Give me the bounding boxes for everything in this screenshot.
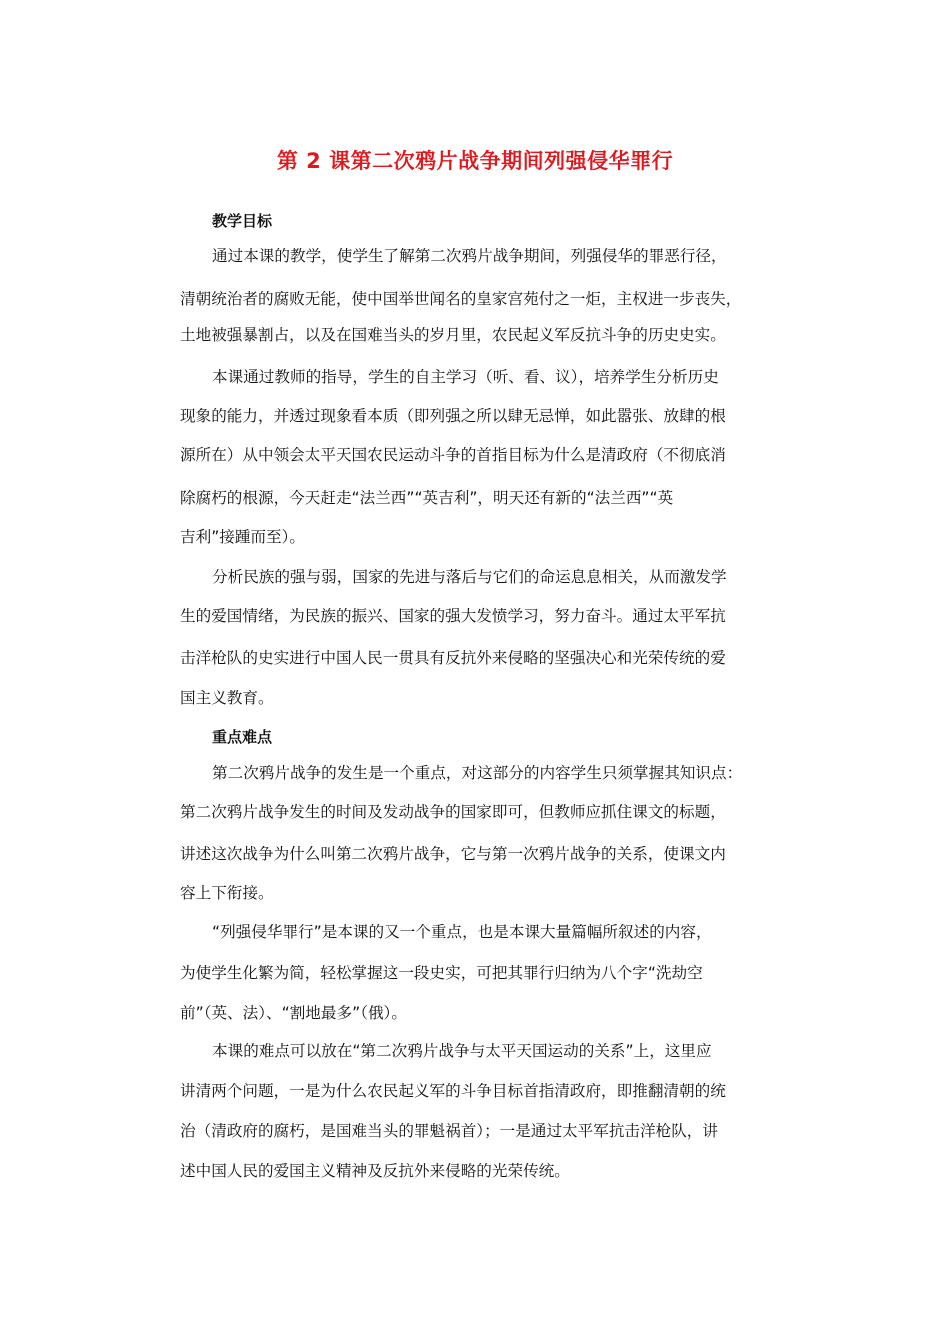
heading-key-points: 重点难点	[212, 728, 273, 746]
paragraph-line: 讲清两个问题，一是为什么农民起义军的斗争目标首指清政府，即推翻清朝的统	[180, 1082, 726, 1100]
paragraph-line: 第二次鸦片战争发生的时间及发动战争的国家即可，但教师应抓住课文的标题，	[180, 803, 726, 821]
paragraph-line: 清朝统治者的腐败无能，使中国举世闻名的皇家宫苑付之一炬，主权进一步丧失，	[180, 290, 742, 308]
paragraph-line: 通过本课的教学，使学生了解第二次鸦片战争期间，列强侵华的罪恶行径，	[212, 247, 727, 265]
paragraph-line: 容上下衔接。	[180, 884, 274, 902]
paragraph-line: 前”（英、法）、“割地最多”（俄）。	[180, 1004, 407, 1022]
paragraph-line: 第二次鸦片战争的发生是一个重点，对这部分的内容学生只须掌握其知识点：	[212, 764, 743, 782]
paragraph-line: 击洋枪队的史实进行中国人民一贯具有反抗外来侵略的坚强决心和光荣传统的爱	[180, 649, 726, 667]
page-title: 第 2 课第二次鸦片战争期间列强侵华罪行	[276, 149, 674, 173]
paragraph-line: 国主义教育。	[180, 689, 274, 707]
paragraph-line: 除腐朽的根源，今天赶走“法兰西”“英吉利”，明天还有新的“法兰西”“英	[180, 489, 674, 507]
paragraph-line: 治（清政府的腐朽，是国难当头的罪魁祸首）；一是通过太平军抗击洋枪队，讲	[180, 1122, 718, 1140]
paragraph-line: 土地被强暴割占，以及在国难当头的岁月里，农民起义军反抗斗争的历史史实。	[180, 326, 726, 344]
heading-objectives: 教学目标	[212, 212, 273, 230]
paragraph-line: 讲述这次战争为什么叫第二次鸦片战争，它与第一次鸦片战争的关系，使课文内	[180, 845, 726, 863]
paragraph-line: 分析民族的强与弱，国家的先进与落后与它们的命运息息相关，从而激发学	[212, 568, 727, 586]
paragraph-line: 为使学生化繁为简，轻松掌握这一段史实，可把其罪行归纳为八个字“洗劫空	[180, 964, 703, 982]
paragraph-line: 本课的难点可以放在“第二次鸦片战争与太平天国运动的关系”上，这里应	[212, 1042, 712, 1060]
paragraph-line: 源所在）从中领会太平天国农民运动斗争的首指目标为什么是清政府（不彻底消	[180, 446, 726, 464]
paragraph-line: “列强侵华罪行”是本课的又一个重点，也是本课大量篇幅所叙述的内容，	[212, 923, 712, 941]
paragraph-line: 本课通过教师的指导，学生的自主学习（听、看、议），培养学生分析历史	[212, 368, 719, 386]
paragraph-line: 述中国人民的爱国主义精神及反抗外来侵略的光荣传统。	[180, 1162, 570, 1180]
paragraph-line: 生的爱国情绪，为民族的振兴、国家的强大发愤学习，努力奋斗。通过太平军抗	[180, 607, 726, 625]
paragraph-line: 吉利”接踵而至）。	[180, 528, 306, 546]
paragraph-line: 现象的能力，并透过现象看本质（即列强之所以肆无忌惮，如此嚣张、放肆的根	[180, 407, 726, 425]
